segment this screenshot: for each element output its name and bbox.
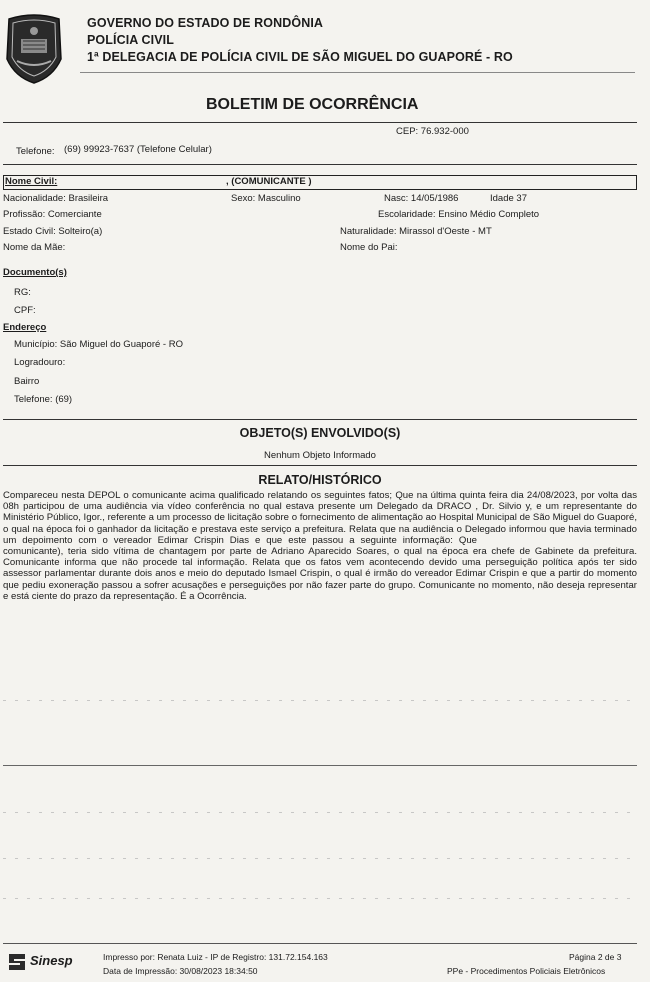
relato-title: RELATO/HISTÓRICO — [258, 473, 382, 487]
sinesp-logo — [6, 950, 88, 974]
header-delegacia: 1ª DELEGACIA DE POLÍCIA CIVIL DE SÃO MIGUEL DO GUAPORÉ - RO — [87, 50, 513, 64]
objects-divider — [3, 419, 637, 420]
sinesp-brand: Sinesp — [30, 953, 73, 968]
faint-line — [3, 898, 637, 899]
name-label: Nome Civil: — [5, 176, 58, 187]
objects-title: OBJETO(S) ENVOLVIDO(S) — [239, 426, 401, 440]
address-phone: Telefone: (69) — [14, 394, 73, 405]
sex: Sexo: Masculino — [231, 193, 301, 204]
father-name: Nome do Pai: — [340, 242, 398, 253]
header-government: GOVERNO DO ESTADO DE RONDÔNIA — [87, 16, 324, 30]
phone-value: (69) 99923-7637 (Telefone Celular) — [64, 144, 212, 155]
marital-status: Estado Civil: Solteiro(a) — [3, 226, 103, 237]
documents-title: Documento(s) — [3, 267, 67, 278]
relato-text-part-2: comunicante), teria sido vítima de chantagem por parte de Adriano Aparecido Soares, o qual na época era chefe de Gabinete da prefeitura. Comunicante informa que não procede tal informação. Relata que os fatos vem acontecendo devido uma perseguição política após ter sido assessor parlamentar durante dois anos e meio do deputado Ismael Crispin, o qual é irmão do vereador Edimar Crispin e que a partir do momento que pediu exoneração passou a sofrer acusações e perseguições por não fazer parte do grupo. Comunicante no momento, não deseja representar e está ciente do prazo da representação. É a Ocorrência. — [3, 546, 637, 602]
print-date: Data de Impressão: 30/08/2023 18:34:50 — [103, 966, 258, 976]
page-number: Página 2 de 3 — [569, 952, 622, 962]
profession: Profissão: Comerciante — [3, 209, 102, 220]
municipality: Município: São Miguel do Guaporé - RO — [14, 339, 183, 350]
faint-line — [3, 858, 637, 859]
cep: CEP: 76.932-000 — [396, 126, 469, 137]
age: Idade 37 — [490, 193, 527, 204]
education: Escolaridade: Ensino Médio Completo — [378, 209, 540, 220]
header-divider — [80, 72, 635, 73]
relato-text — [3, 490, 637, 602]
header-police: POLÍCIA CIVIL — [87, 33, 174, 47]
neighborhood-label: Bairro — [14, 376, 40, 387]
phone-label: Telefone: — [16, 146, 55, 157]
role-label: , (COMUNICANTE ) — [226, 176, 312, 187]
relato-text-part-1: Compareceu nesta DEPOL o comunicante acima qualificado relatando os seguintes fatos; Que na última quinta feira dia 24/08/2023, por volta das 08h participou de uma audiência via vídeo conferência no qual estava presente um Delegado da DRACO , Dr. Silvio y, e um representante do Ministério Público, Igor., referente a um processo de licitação sobre o fornecimento de alimentação ao Hospital Municipal de São Miguel do Guaporé, o qual na época foi o ganhador da licitação e prestava este serviço a prefeitura. Relata que na audiência o Delegado informou que havia terminado um depoimento com o vereador Edimar Crispin Dias e que este passou a seguinte informação: Que — [3, 490, 637, 546]
faint-line — [3, 812, 637, 813]
sinesp-icon — [6, 951, 28, 973]
birth-date: Nasc: 14/05/1986 — [384, 193, 459, 204]
person-name-box — [3, 175, 637, 190]
cpf-label: CPF: — [14, 305, 36, 316]
faint-line — [3, 700, 637, 701]
mother-name: Nome da Mãe: — [3, 242, 66, 253]
relato-divider — [3, 465, 637, 466]
street-label: Logradouro: — [14, 357, 66, 368]
footer-divider — [3, 943, 637, 944]
title-underline — [3, 122, 637, 123]
nationality: Nacionalidade: Brasileira — [3, 193, 109, 204]
birthplace: Naturalidade: Mirassol d'Oeste - MT — [340, 226, 492, 237]
system-name: PPe - Procedimentos Policiais Eletrônicos — [447, 966, 606, 976]
address-title: Endereço — [3, 322, 47, 333]
section-divider — [3, 164, 637, 165]
lower-divider — [3, 765, 637, 766]
rg-label: RG: — [14, 287, 31, 298]
police-badge-logo — [3, 13, 65, 85]
page-title: BOLETIM DE OCORRÊNCIA — [206, 96, 419, 113]
printed-by: Impresso por: Renata Luiz - IP de Registro: 131.72.154.163 — [103, 952, 328, 962]
objects-value: Nenhum Objeto Informado — [264, 450, 376, 461]
